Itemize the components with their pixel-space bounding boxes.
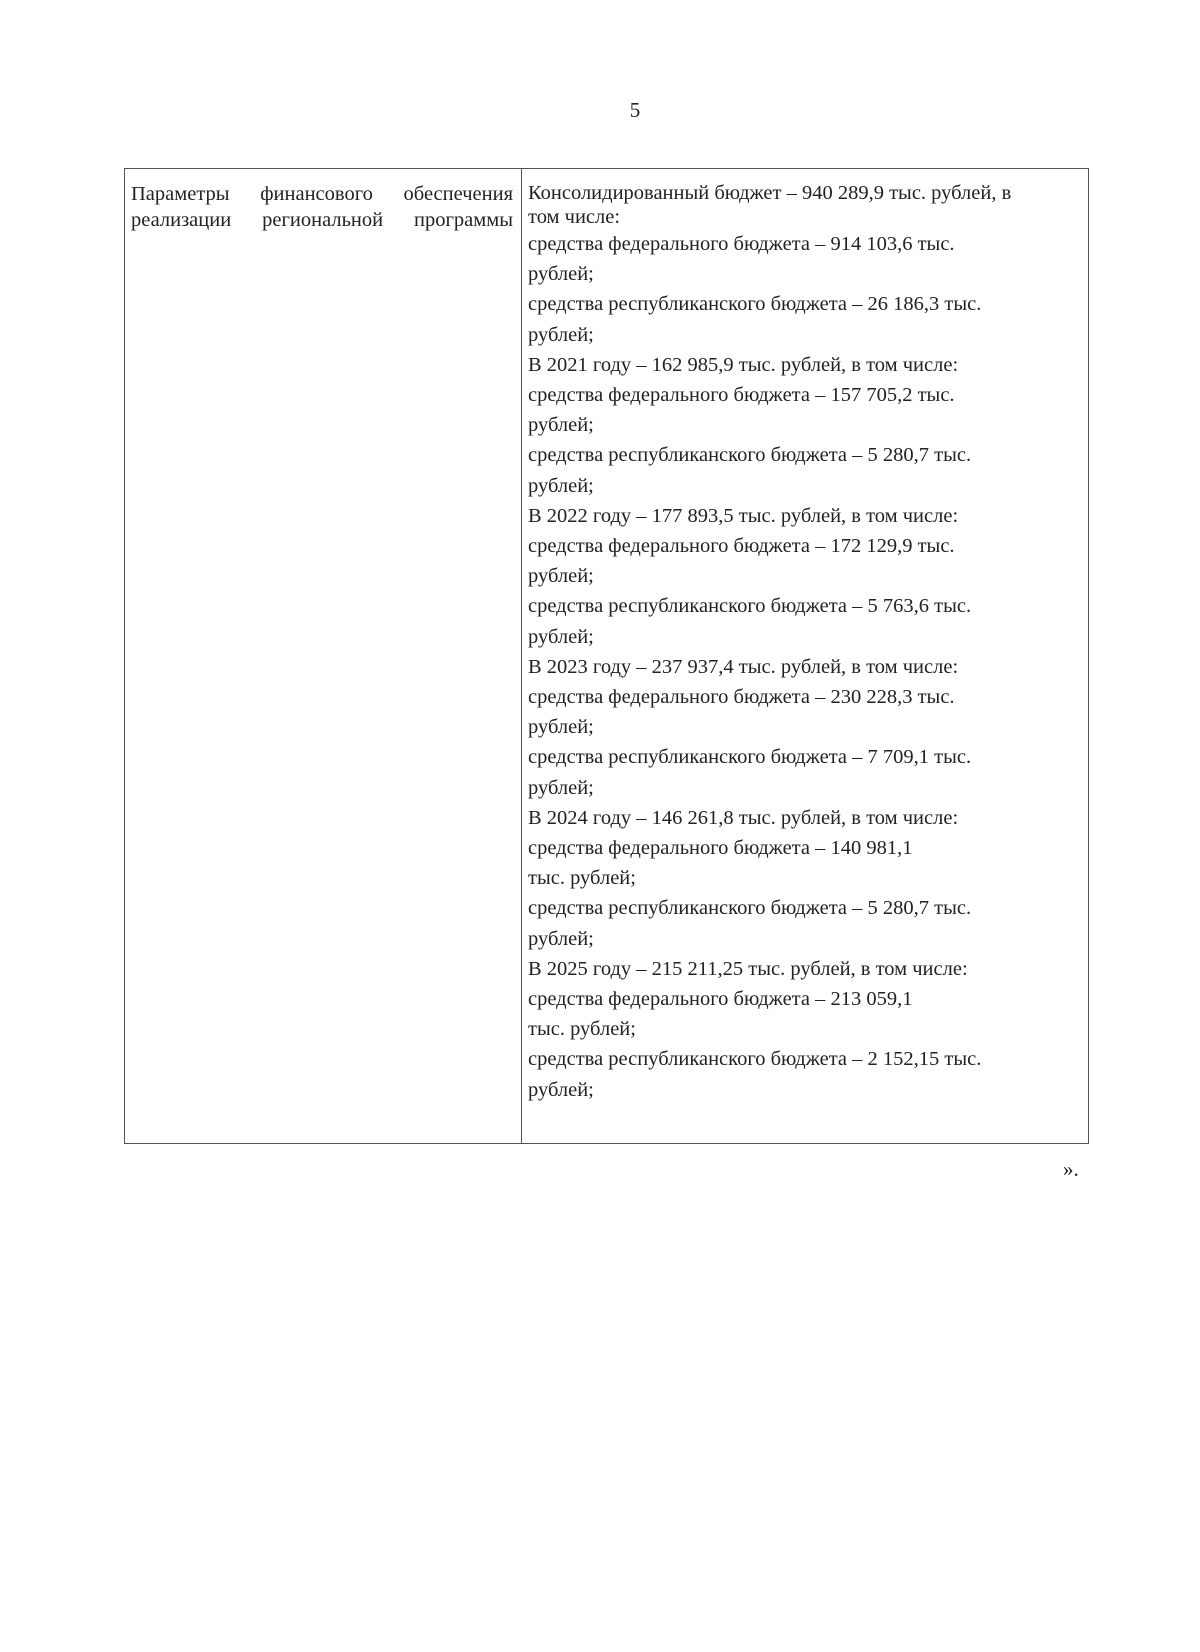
value-line: том числе: xyxy=(528,206,621,228)
value-line: средства республиканского бюджета – 5 280,7 тыс. xyxy=(528,897,972,920)
value-line: В 2021 году – 162 985,9 тыс. рублей, в том числе: xyxy=(528,353,959,376)
value-line: средства федерального бюджета – 914 103,6 тыс. xyxy=(528,233,955,255)
value-line: В 2023 году – 237 937,4 тыс. рублей, в том числе: xyxy=(528,655,959,678)
value-line: средства республиканского бюджета – 7 709,1 тыс. xyxy=(528,746,972,769)
value-line: средства федерального бюджета – 230 228,3 тыс. xyxy=(528,686,955,709)
value-line: средства федерального бюджета – 213 059,1 xyxy=(528,988,913,1011)
value-line: средства республиканского бюджета – 26 186,3 тыс. xyxy=(528,293,982,316)
value-line: В 2025 году – 215 211,25 тыс. рублей, в том числе: xyxy=(528,957,968,980)
value-line: В 2024 году – 146 261,8 тыс. рублей, в том числе: xyxy=(528,806,959,829)
value-line: средства федерального бюджета – 157 705,2 тыс. xyxy=(528,384,955,407)
value-line: тыс. рублей; xyxy=(528,867,636,890)
value-line: средства республиканского бюджета – 2 152,15 тыс. xyxy=(528,1048,982,1071)
value-line: рублей; xyxy=(528,716,594,739)
parameter-value-text xyxy=(522,169,1088,1105)
value-line: средства федерального бюджета – 140 981,1 xyxy=(528,837,913,860)
parameter-label-line: реализации региональной программы xyxy=(131,209,513,231)
value-line: рублей; xyxy=(528,625,594,648)
value-line: средства республиканского бюджета – 5 763,6 тыс. xyxy=(528,595,972,618)
value-line: рублей; xyxy=(528,414,594,437)
value-line: средства федерального бюджета – 172 129,9 тыс. xyxy=(528,535,955,558)
financing-parameters-table xyxy=(124,168,1089,1144)
value-line: рублей; xyxy=(528,565,594,588)
value-line: рублей; xyxy=(528,474,594,497)
value-line: рублей; xyxy=(528,263,594,286)
value-line: рублей; xyxy=(528,776,594,799)
page-number: 5 xyxy=(629,98,641,122)
parameter-label-line: Параметры финансового обеспечения xyxy=(131,183,513,205)
value-line: В 2022 году – 177 893,5 тыс. рублей, в том числе: xyxy=(528,504,959,527)
value-line: рублей; xyxy=(528,927,594,950)
closing-quote: ». xyxy=(1063,1157,1079,1181)
table-row xyxy=(125,169,1089,1144)
value-line: рублей; xyxy=(528,323,594,346)
parameter-label-cell xyxy=(125,169,522,1144)
value-line: средства республиканского бюджета – 5 280,7 тыс. xyxy=(528,444,972,467)
parameter-label xyxy=(125,169,521,233)
value-line: тыс. рублей; xyxy=(528,1018,636,1041)
value-line: Консолидированный бюджет – 940 289,9 тыс. рублей, в xyxy=(528,182,1012,204)
parameter-value-cell xyxy=(522,169,1089,1144)
value-line: рублей; xyxy=(528,1078,594,1101)
